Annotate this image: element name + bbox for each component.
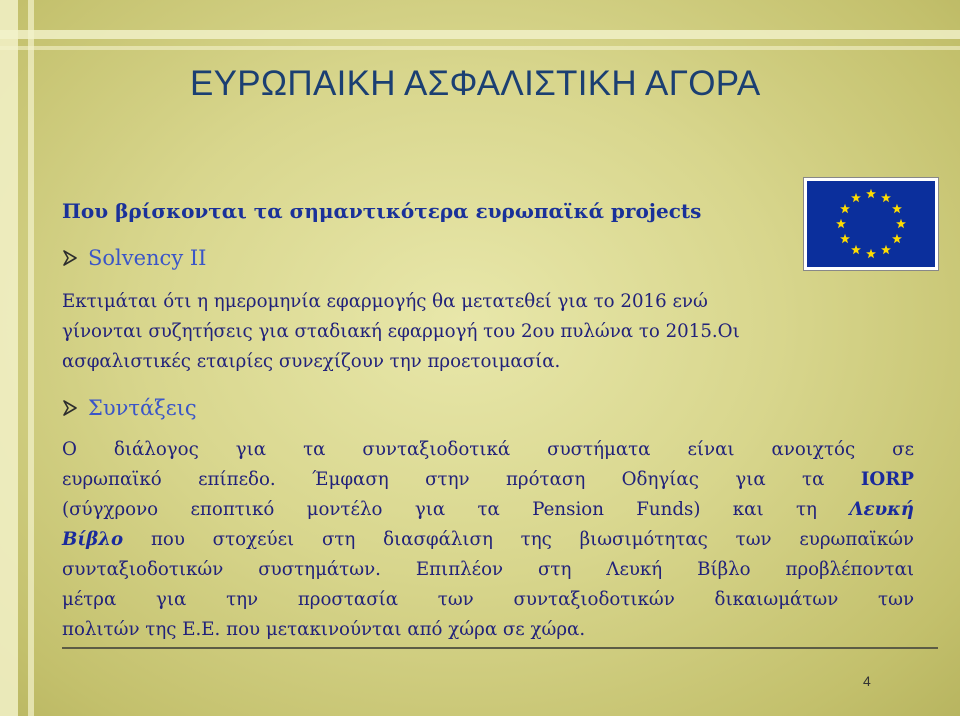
decor-bar-vertical [28, 0, 34, 716]
decor-bar-top-thin [0, 46, 960, 50]
text-line [62, 495, 914, 525]
slide-title: ΕΥΡΩΠΑΙΚΗ ΑΣΦΑΛΙΣΤΙΚΗ ΑΓΟΡΑ [190, 64, 761, 103]
text-line: Εκτιμάται ότι η ημερομηνία εφαρμογής θα μετατεθεί για το 2016 ενώ [62, 291, 708, 312]
text-line: ασφαλιστικές εταιρίες συνεχίζουν την προετοιμασία. [62, 351, 561, 372]
text-line [62, 465, 914, 495]
flag-star [892, 234, 902, 243]
highlight-white-paper: Λευκή [849, 499, 914, 520]
flag-star [836, 219, 846, 228]
text-segment: (σύγχρονο εποπτικό μοντέλο για τα Pension Funds) και τη [62, 499, 817, 520]
highlight-iorp: IORP [860, 469, 914, 490]
flag-star [851, 193, 861, 202]
footer-divider [62, 647, 938, 649]
arrow-bullet-icon [62, 400, 78, 416]
text-line: συνταξιοδοτικών συστημάτων. Επιπλέον στη Λευκή Βίβλο προβλέπονται [62, 559, 914, 580]
paragraph-solvency [62, 287, 914, 377]
paragraph-pensions [62, 435, 914, 645]
flag-star [881, 245, 891, 254]
flag-star [840, 204, 850, 213]
bullet-pensions [62, 396, 197, 420]
highlight-white-paper-2: Βίβλο [62, 529, 124, 550]
decor-bar-left [0, 0, 18, 716]
page-number: 4 [863, 673, 871, 689]
bullet-label-solvency: Solvency II [88, 246, 207, 270]
text-line: μέτρα για την προστασία των συνταξιοδοτικών δικαιωμάτων των [62, 589, 914, 610]
flag-star [851, 245, 861, 254]
arrow-bullet-icon [62, 250, 78, 266]
flag-star [866, 189, 876, 198]
text-line: Ο διάλογος για τα συνταξιοδοτικά συστήματα είναι ανοιχτός σε [62, 439, 914, 460]
text-segment: ευρωπαϊκό επίπεδο. Έμφαση στην πρόταση Οδηγίας για τα [62, 469, 825, 490]
text-segment: που στοχεύει στη διασφάλιση της βιωσιμότητας των ευρωπαϊκών [150, 529, 914, 550]
bullet-solvency [62, 246, 206, 270]
eu-flag-stars [807, 181, 935, 267]
text-line [62, 525, 914, 555]
eu-flag-icon [804, 178, 938, 270]
subtitle: Που βρίσκονται τα σημαντικότερα ευρωπαϊκά projects [62, 199, 702, 223]
flag-star [896, 219, 906, 228]
decor-bar-top [0, 30, 960, 39]
text-line: γίνονται συζητήσεις για σταδιακή εφαρμογή του 2ου πυλώνα το 2015.Οι [62, 321, 740, 342]
text-line: πολιτών της Ε.Ε. που μετακινούνται από χώρα σε χώρα. [62, 619, 586, 640]
flag-star [881, 193, 891, 202]
flag-star [892, 204, 902, 213]
flag-star [866, 249, 876, 258]
bullet-label-pensions: Συντάξεις [88, 396, 197, 420]
flag-star [840, 234, 850, 243]
